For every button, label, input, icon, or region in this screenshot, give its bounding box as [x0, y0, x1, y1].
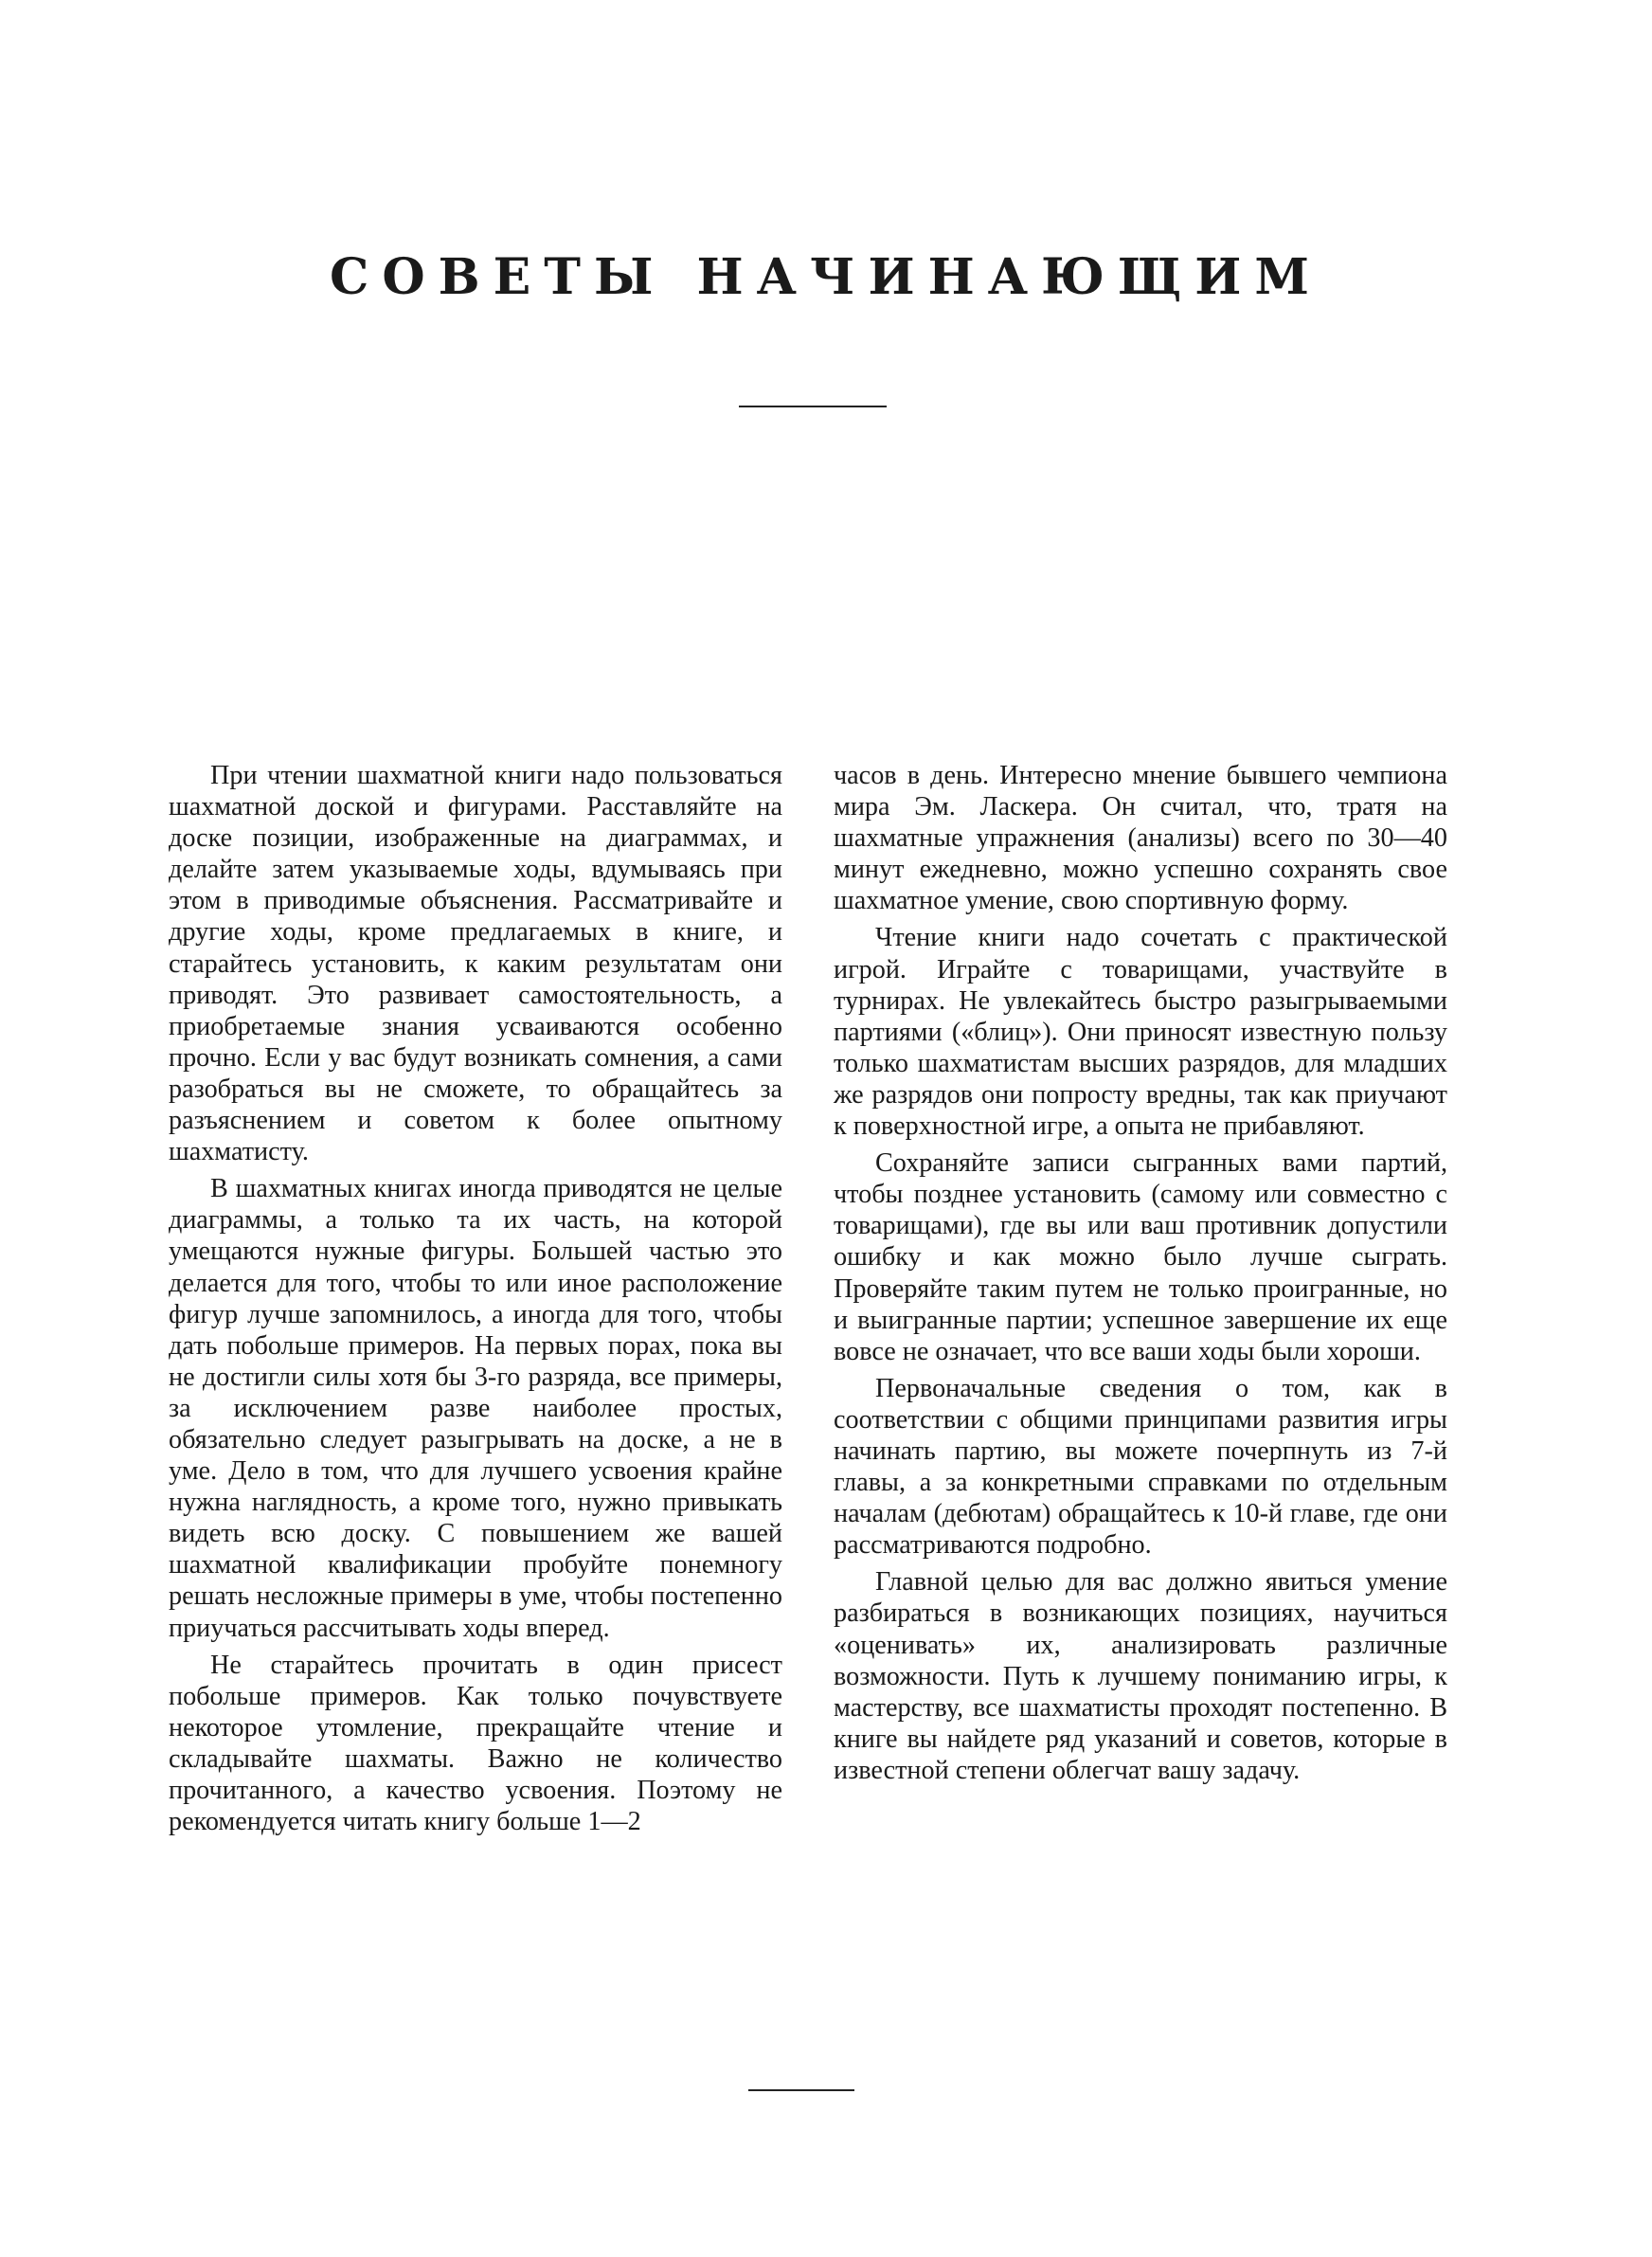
left-column: [169, 760, 782, 1843]
page-title: СОВЕТЫ НАЧИНАЮЩИМ: [330, 248, 1322, 306]
right-column: [834, 760, 1447, 1792]
paragraph: Сохраняйте записи сыгранных вами партий, чтобы позднее установить (самому или совместно с товарищами), где вы или ваш противник допустили ошибку и как можно было лучше сыграть. Проверяйте таким путем не только проигранные, но и выигранные партии; успешное завершение их еще вовсе не означает, что все ваши ходы были хороши.: [834, 1148, 1447, 1366]
title-divider: [739, 406, 887, 407]
paragraph: Чтение книги надо сочетать с практической игрой. Играйте с товарищами, участвуйте в турнирах. Не увлекайтесь быстро разыгрываемыми партиями («блиц»). Они приносят известную пользу только шахматистам высших разрядов, для младших же разрядов они попросту вредны, так как приучают к поверхностной игре, а опыта не прибавляют.: [834, 923, 1447, 1142]
end-divider: [748, 2089, 854, 2091]
paragraph: Первоначальные сведения о том, как в соответствии с общими принципами развития игры начинать партию, вы можете почерпнуть из 7-й главы, а за конкретными справками по отдельным началам (дебютам) обращайтесь к 10-й главе, где они рассматриваются подробно.: [834, 1373, 1447, 1561]
paragraph: При чтении шахматной книги надо пользоваться шахматной доской и фигурами. Расставляйте на доске позиции, изображенные на диаграммах, и делайте затем указываемые ходы, вдумываясь при этом в приводимые объяснения. Рассматривайте и другие ходы, кроме предлагаемых в книге, и старайтесь установить, к каким результатам они приводят. Это развивает самостоятельность, а приобретаемые знания усваиваются особенно прочно. Если у вас будут возникать сомнения, а сами разобраться вы не сможете, то обращайтесь за разъяснением и советом к более опытному шахматисту.: [169, 761, 782, 1167]
paragraph: В шахматных книгах иногда приводятся не целые диаграммы, а только та их часть, на которой умещаются нужные фигуры. Большей частью это делается для того, чтобы то или иное расположение фигур лучше запомнилось, а иногда для того, чтобы дать побольше примеров. На первых порах, пока вы не достигли силы хотя бы 3-го разряда, все примеры, за исключением разве наиболее простых, обязательно следует разыгрывать на доске, а не в уме. Дело в том, что для лучшего усвоения крайне нужна наглядность, а кроме того, нужно привыкать видеть всю доску. С повышением же вашей шахматной квалификации пробуйте понемногу решать несложные примеры в уме, чтобы постепенно приучаться рассчитывать ходы вперед.: [169, 1174, 782, 1643]
paragraph: Главной целью для вас должно явиться умение разбираться в возникающих позициях, научиться «оценивать» их, анализировать различные возможности. Путь к лучшему пониманию игры, к мастерству, все шахматисты проходят постепенно. В книге вы найдете ряд указаний и советов, которые в известной степени облегчат вашу задачу.: [834, 1567, 1447, 1785]
paragraph-continued: часов в день. Интересно мнение бывшего чемпиона мира Эм. Ласкера. Он считал, что, тратя на шахматные упражнения (анализы) всего по 30—40 минут ежедневно, можно успешно сохранять свое шахматное умение, свою спортивную форму.: [834, 761, 1447, 916]
paragraph: Не старайтесь прочитать в один присест побольше примеров. Как только почувствуете некоторое утомление, прекращайте чтение и складывайте шахматы. Важно не количество прочитанного, а качество усвоения. Поэтому не рекомендуется читать книгу больше 1—2: [169, 1650, 782, 1837]
